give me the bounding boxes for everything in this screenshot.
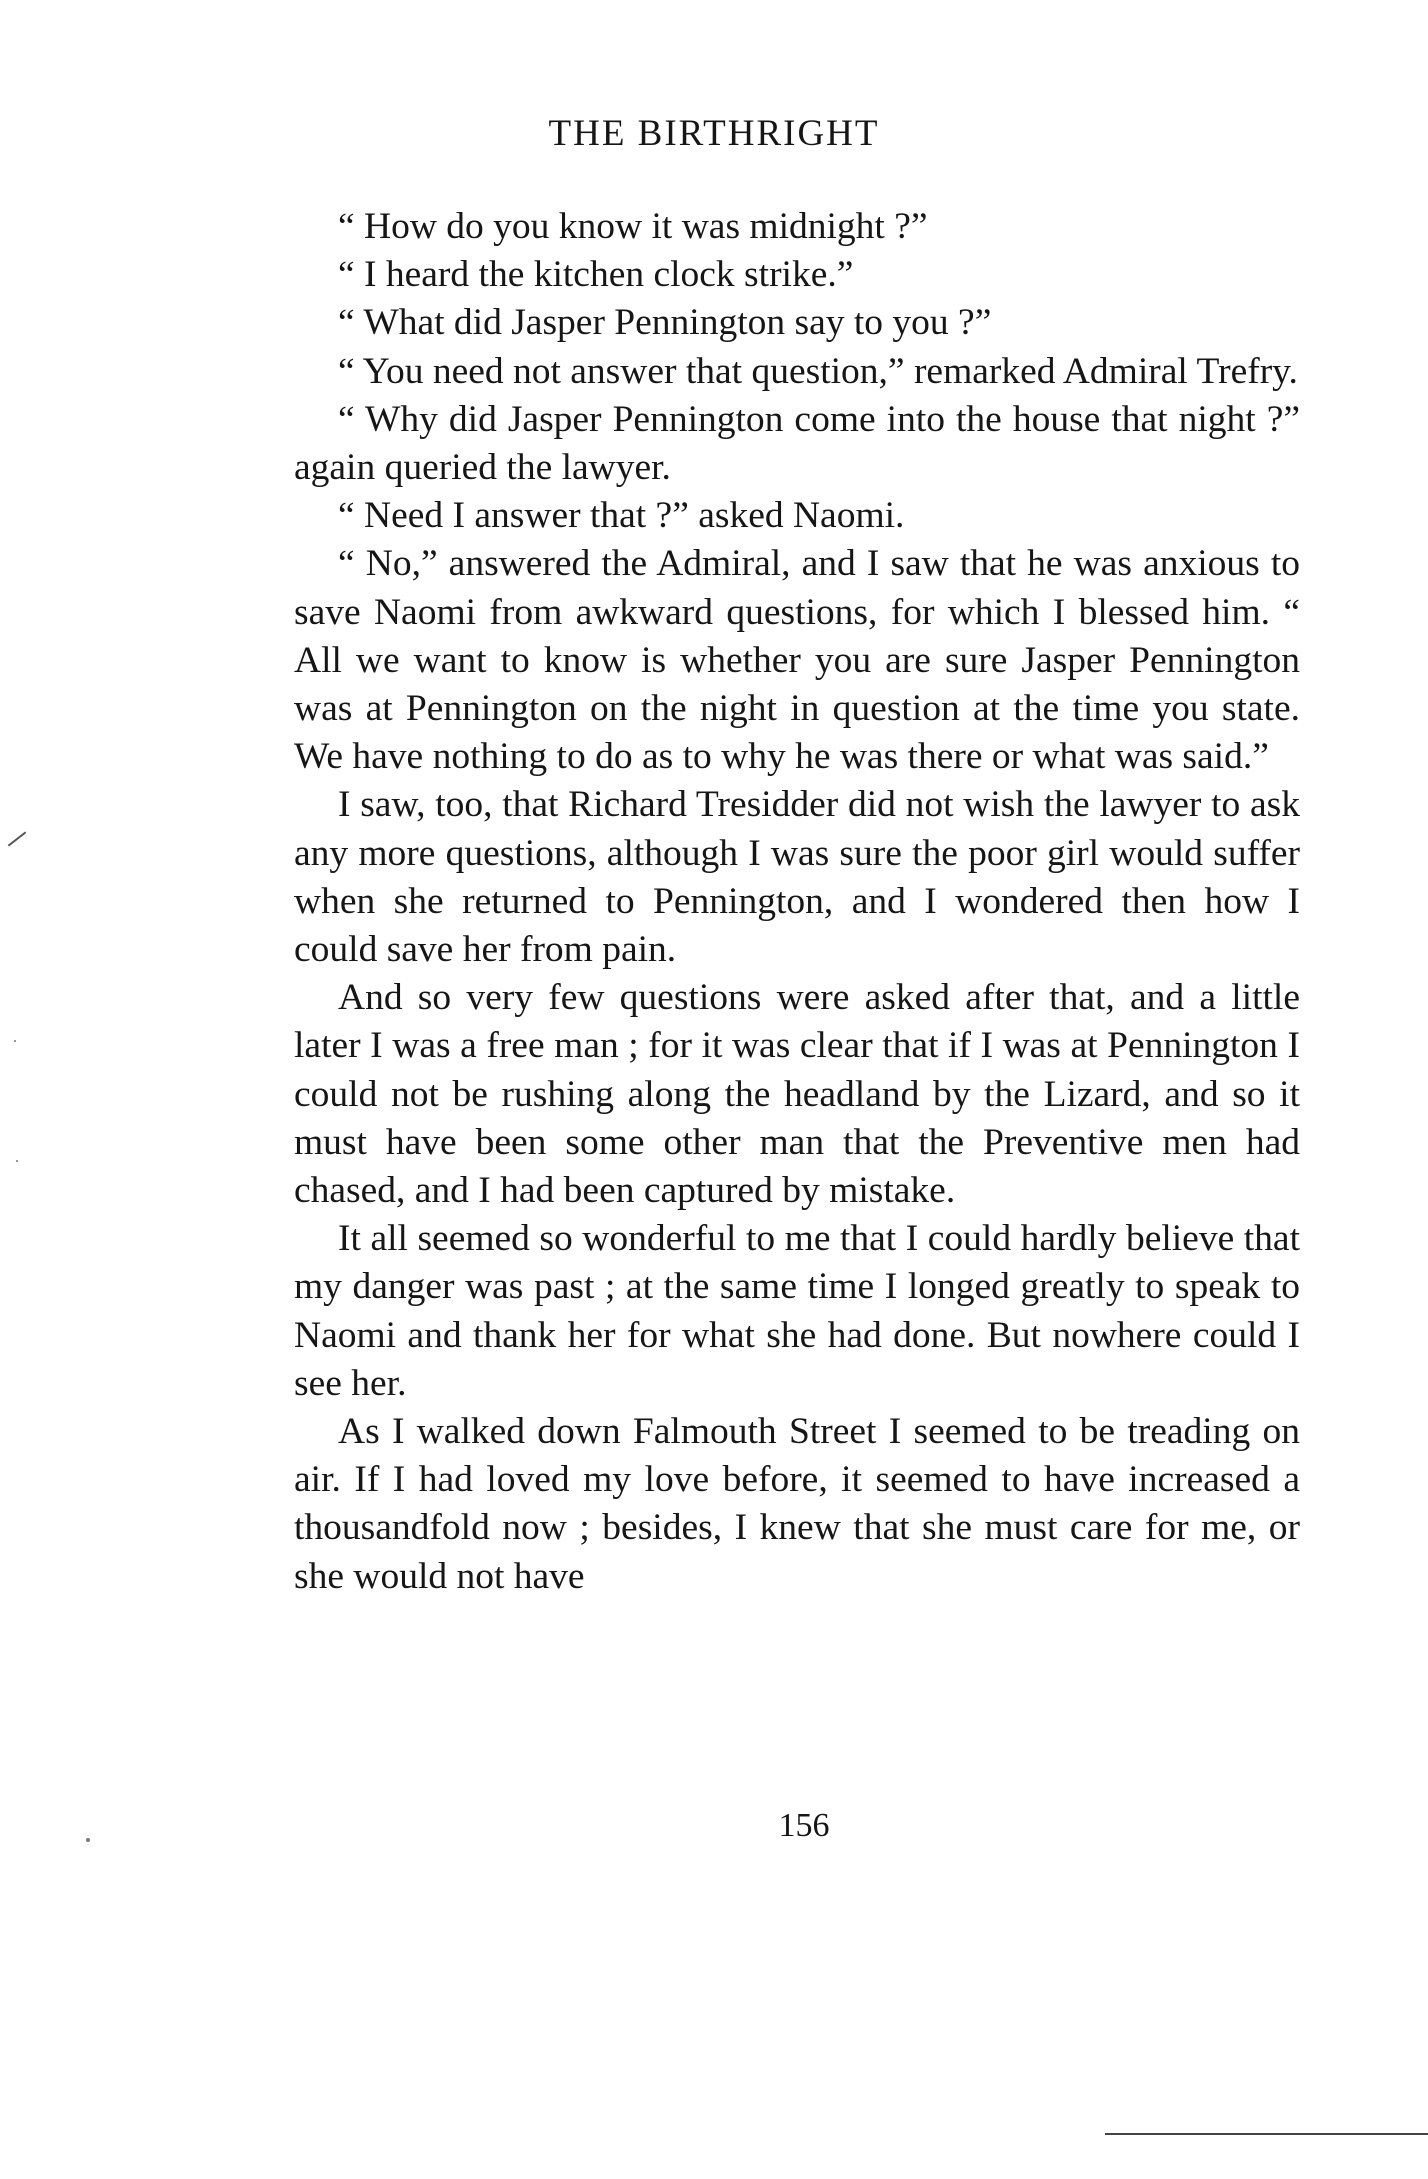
paragraph-9: And so very few questions were asked after that, and a little later I was a free man ; for it was clear that if I was at Pennington I could not be rushing along the headland by the Lizard, and so it must have been some other man that the Preventive men had chased, and I had been captured by mistake. <box>294 977 1300 1212</box>
paper-speck <box>16 1160 18 1162</box>
paragraph-2: “ I heard the kitchen clock strike.” <box>338 254 854 296</box>
paragraph-4: “ You need not answer that question,” remarked Admiral Trefry. <box>338 350 1298 392</box>
paragraph-10: It all seemed so wonderful to me that I could hardly believe that my danger was past ; at the same time I longed greatly to speak to Naomi and thank her for what she had done. But nowhere could I see her. <box>294 1218 1300 1404</box>
body-text <box>294 203 1300 1601</box>
paper-speck <box>14 1040 16 1042</box>
paragraph-11: As I walked down Falmouth Street I seemed to be treading on air. If I had loved my love before, it seemed to have increased a thousandfold now ; besides, I knew that she must care for me, or she would not have <box>294 1411 1300 1597</box>
page-edge-line <box>1105 2133 1428 2135</box>
margin-pencil-mark <box>8 831 27 846</box>
paragraph-5: “ Why did Jasper Pennington come into the house that night ?” again queried the lawyer. <box>294 398 1300 489</box>
paragraph-1: “ How do you know it was midnight ?” <box>338 206 928 247</box>
paper-speck <box>86 1838 90 1842</box>
paragraph-7: “ No,” answered the Admiral, and I saw that he was anxious to save Naomi from awkward questions, for which I blessed him. “ All we want to know is whether you are sure Jasper Pennington was at Pennington on the night in question at the time you state. We have nothing to do as to why he was there or what was said.” <box>294 543 1300 778</box>
paragraph-8: I saw, too, that Richard Tresidder did not wish the lawyer to ask any more questions, although I was sure the poor girl would suffer when she returned to Pennington, and I wondered then how I could save her from pain. <box>294 784 1300 971</box>
page-number: 156 <box>778 1807 830 1844</box>
paragraph-3: “ What did Jasper Pennington say to you ?” <box>338 302 992 344</box>
paragraph-6: “ Need I answer that ?” asked Naomi. <box>338 495 905 537</box>
running-head: THE BIRTHRIGHT <box>548 113 880 154</box>
